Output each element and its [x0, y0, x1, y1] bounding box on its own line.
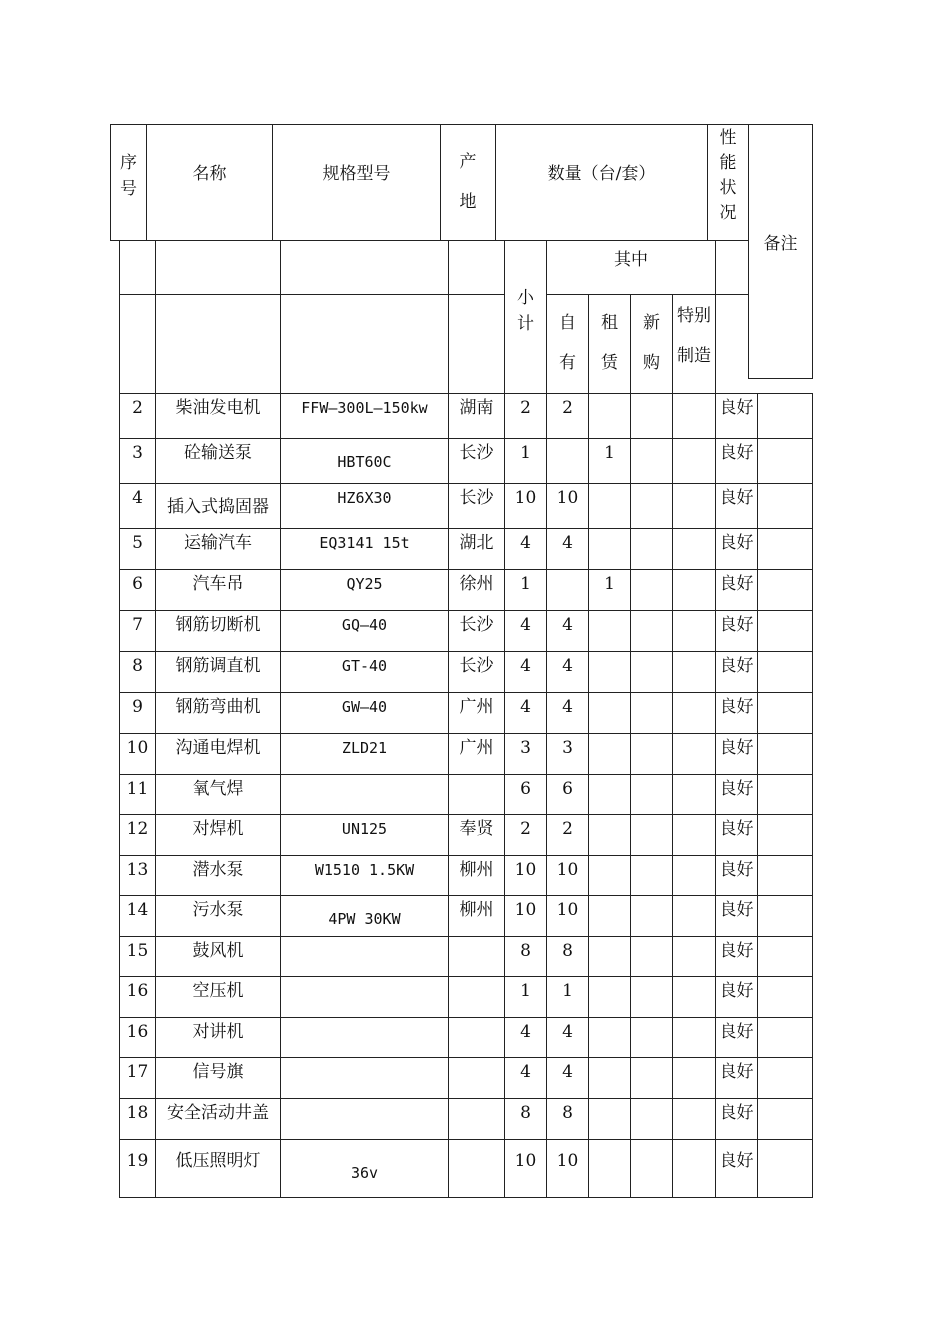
- cell-no: 12: [126, 819, 149, 839]
- row-border: [119, 936, 813, 937]
- cell-name: 柴油发电机: [175, 398, 261, 418]
- row-border: [119, 483, 813, 484]
- cell-spec: 36v: [350, 1164, 379, 1182]
- cell-no: 16: [126, 1022, 149, 1042]
- cell-subtotal: 4: [520, 1062, 531, 1082]
- cell-own: 4: [562, 615, 573, 635]
- header-mid-border: [110, 240, 749, 241]
- cell-origin: 长沙: [459, 488, 494, 508]
- cell-subtotal: 4: [520, 615, 531, 635]
- cell-condition: 良好: [719, 615, 754, 635]
- cell-no: 11: [126, 779, 149, 799]
- cell-subtotal: 4: [520, 533, 531, 553]
- cell-origin: 广州: [459, 738, 494, 758]
- remarks-bottom-border: [748, 378, 813, 379]
- cell-no: 4: [132, 488, 143, 508]
- cell-subtotal: 4: [520, 656, 531, 676]
- cell-subtotal: 1: [520, 574, 531, 594]
- cell-name: 钢筋调直机: [175, 656, 261, 676]
- header-condition: 性能状况: [719, 128, 737, 223]
- cell-spec: FFW—300L—150kw: [301, 399, 428, 417]
- cell-name: 汽车吊: [192, 574, 244, 594]
- row-border: [119, 438, 813, 439]
- cell-condition: 良好: [719, 738, 754, 758]
- cell-spec: QY25: [346, 575, 383, 593]
- header-spec: 规格型号: [322, 164, 391, 184]
- cell-own: 4: [562, 1062, 573, 1082]
- cell-own: 3: [562, 738, 573, 758]
- cell-condition: 良好: [719, 941, 754, 961]
- subheader-left-border: [119, 240, 120, 393]
- subheader-divider: [280, 240, 281, 393]
- cell-subtotal: 1: [520, 443, 531, 463]
- cell-no: 17: [126, 1062, 149, 1082]
- cell-origin: 长沙: [459, 443, 494, 463]
- cell-own: 4: [562, 697, 573, 717]
- grid-col: [812, 393, 813, 1197]
- cell-name: 钢筋切断机: [175, 615, 261, 635]
- cell-own: 2: [562, 398, 573, 418]
- cell-spec: HBT60C: [337, 453, 392, 471]
- cell-name: 氧气焊: [192, 779, 244, 799]
- row-border: [119, 1017, 813, 1018]
- cell-origin: 柳州: [459, 860, 494, 880]
- cell-subtotal: 8: [520, 1103, 531, 1123]
- cell-no: 5: [132, 533, 143, 553]
- cell-condition: 良好: [719, 981, 754, 1001]
- row-border: [119, 895, 813, 896]
- cell-condition: 良好: [719, 398, 754, 418]
- cell-no: 3: [132, 443, 143, 463]
- row-border: [119, 774, 813, 775]
- cell-origin: 广州: [459, 697, 494, 717]
- header-special-line1: 特别: [677, 306, 711, 326]
- header-own: 自有: [559, 313, 576, 373]
- cell-own: 1: [562, 981, 573, 1001]
- row-border: [119, 569, 813, 570]
- cell-subtotal: 10: [514, 900, 537, 920]
- cell-own: 4: [562, 656, 573, 676]
- cell-no: 8: [132, 656, 143, 676]
- subheader-divider: [715, 240, 716, 393]
- cell-subtotal: 2: [520, 819, 531, 839]
- cell-no: 7: [132, 615, 143, 635]
- grid-col: [757, 393, 758, 1197]
- header-quantity: 数量（台/套）: [547, 164, 656, 184]
- cell-spec: EQ3141 15t: [319, 534, 410, 552]
- grid-col: [672, 393, 673, 1197]
- cell-own: 10: [556, 488, 579, 508]
- cell-rent: 1: [604, 443, 615, 463]
- cell-own: 10: [556, 900, 579, 920]
- cell-condition: 良好: [719, 1151, 754, 1171]
- subheader-row-line: [119, 294, 505, 295]
- cell-condition: 良好: [719, 819, 754, 839]
- header-remarks: 备注: [763, 234, 798, 254]
- cell-own: 10: [556, 1151, 579, 1171]
- cell-condition: 良好: [719, 1062, 754, 1082]
- cell-name: 信号旗: [192, 1062, 244, 1082]
- cell-condition: 良好: [719, 697, 754, 717]
- cell-own: 6: [562, 779, 573, 799]
- cell-origin: 奉贤: [459, 819, 494, 839]
- cell-name: 钢筋弯曲机: [175, 697, 261, 717]
- grid-top-border: [119, 393, 813, 394]
- header-rent: 租赁: [601, 313, 618, 373]
- cell-condition: 良好: [719, 656, 754, 676]
- header-among: 其中: [614, 250, 648, 270]
- cell-spec: W1510 1.5KW: [314, 861, 415, 879]
- row-border: [119, 855, 813, 856]
- cell-name: 运输汽车: [184, 533, 252, 553]
- cell-condition: 良好: [719, 533, 754, 553]
- cell-condition: 良好: [719, 443, 754, 463]
- row-border: [119, 1057, 813, 1058]
- header-seq: 序号: [120, 153, 137, 199]
- cell-spec: 4PW 30KW: [328, 910, 401, 928]
- cell-own: 4: [562, 533, 573, 553]
- cell-origin: 柳州: [459, 900, 494, 920]
- cell-rent: 1: [604, 574, 615, 594]
- row-border: [119, 976, 813, 977]
- row-border: [119, 733, 813, 734]
- cell-condition: 良好: [719, 574, 754, 594]
- cell-no: 9: [132, 697, 143, 717]
- cell-condition: 良好: [719, 488, 754, 508]
- row-border: [119, 814, 813, 815]
- cell-subtotal: 2: [520, 398, 531, 418]
- cell-subtotal: 4: [520, 697, 531, 717]
- row-border: [119, 528, 813, 529]
- cell-name: 沟通电焊机: [175, 738, 261, 758]
- cell-subtotal: 4: [520, 1022, 531, 1042]
- row-border: [119, 1139, 813, 1140]
- subheader-divider: [448, 240, 449, 393]
- cell-spec: GT-40: [341, 657, 388, 675]
- cell-spec: HZ6X30: [337, 489, 392, 507]
- grid-col: [630, 393, 631, 1197]
- row-border: [119, 1098, 813, 1099]
- grid-col: [588, 393, 589, 1197]
- cell-no: 15: [126, 941, 149, 961]
- cell-condition: 良好: [719, 900, 754, 920]
- cell-no: 19: [126, 1151, 149, 1171]
- cell-subtotal: 10: [514, 1151, 537, 1171]
- cell-name: 空压机: [192, 981, 244, 1001]
- cell-no: 16: [126, 981, 149, 1001]
- subheader-divider: [155, 240, 156, 393]
- cell-name: 插入式捣固器: [167, 497, 269, 517]
- cell-name: 对焊机: [192, 819, 244, 839]
- cell-subtotal: 6: [520, 779, 531, 799]
- cell-origin: 长沙: [459, 615, 494, 635]
- cell-own: 8: [562, 1103, 573, 1123]
- cell-condition: 良好: [719, 860, 754, 880]
- cell-condition: 良好: [719, 779, 754, 799]
- cell-name: 低压照明灯: [175, 1151, 261, 1171]
- cell-name: 砼输送泵: [184, 443, 252, 463]
- cell-spec: ZLD21: [341, 739, 388, 757]
- header-special-line2: 制造: [677, 346, 711, 366]
- cell-own: 4: [562, 1022, 573, 1042]
- cell-subtotal: 10: [514, 488, 537, 508]
- row-border: [119, 610, 813, 611]
- header-name: 名称: [192, 164, 227, 184]
- cell-no: 10: [126, 738, 149, 758]
- cell-subtotal: 8: [520, 941, 531, 961]
- cell-subtotal: 3: [520, 738, 531, 758]
- header-new: 新购: [643, 313, 660, 373]
- cell-no: 14: [126, 900, 149, 920]
- cell-own: 8: [562, 941, 573, 961]
- subheader-row-line: [546, 294, 749, 295]
- cell-own: 10: [556, 860, 579, 880]
- cell-no: 18: [126, 1103, 149, 1123]
- cell-spec: UN125: [341, 820, 388, 838]
- header-subtotal: 小计: [517, 288, 534, 334]
- grid-col: [280, 393, 281, 1197]
- cell-origin: 湖南: [459, 398, 494, 418]
- cell-no: 13: [126, 860, 149, 880]
- cell-subtotal: 10: [514, 860, 537, 880]
- cell-origin: 湖北: [459, 533, 494, 553]
- cell-condition: 良好: [719, 1022, 754, 1042]
- cell-condition: 良好: [719, 1103, 754, 1123]
- cell-name: 污水泵: [192, 900, 244, 920]
- cell-no: 6: [132, 574, 143, 594]
- cell-own: 2: [562, 819, 573, 839]
- cell-name: 鼓风机: [192, 941, 244, 961]
- cell-spec: GW—40: [341, 698, 388, 716]
- grid-col: [448, 393, 449, 1197]
- cell-no: 2: [132, 398, 143, 418]
- cell-subtotal: 1: [520, 981, 531, 1001]
- row-border: [119, 651, 813, 652]
- cell-origin: 徐州: [459, 574, 494, 594]
- remarks-right-border: [812, 124, 813, 379]
- cell-name: 潜水泵: [192, 860, 244, 880]
- cell-name: 安全活动井盖: [167, 1103, 269, 1123]
- row-border: [119, 692, 813, 693]
- row-border: [119, 1197, 813, 1198]
- cell-name: 对讲机: [192, 1022, 244, 1042]
- cell-origin: 长沙: [459, 656, 494, 676]
- cell-spec: GQ—40: [341, 616, 388, 634]
- header-origin: 产地: [459, 152, 477, 212]
